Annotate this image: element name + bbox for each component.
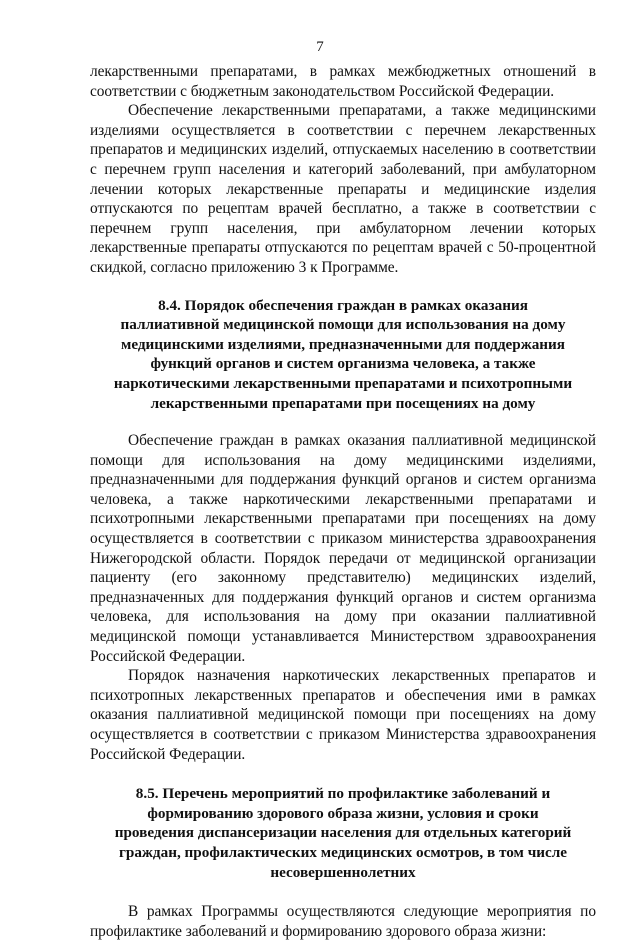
section-heading-8-5: 8.5. Перечень мероприятий по профилактике заболеваний и формированию здорового образа жизни, условия и сроки проведения диспансеризации населения для отдельных категорий граждан, профилактических медицинских осмотров, в том числе несовершеннолетних bbox=[114, 785, 572, 881]
paragraph-medication-provision: Обеспечение лекарственными препаратами, а также медицинскими изделиями осуществляется в соответствии с перечнем лекарственных препаратов и медицинских изделий, отпускаемых населению в соответствии с перечнем групп населения и категорий заболеваний, при амбулаторном лечении которых лекарственные препараты и медицинские изделия отпускаются по рецептам врачей бесплатно, а также в соответствии с перечнем групп населения, при амбулаторном лечении которых лекарственные препараты отпускаются по рецептам врачей с 50-процентной скидкой, согласно приложению 3 к Программе. bbox=[90, 102, 596, 276]
page-number: 7 bbox=[316, 39, 324, 55]
paragraph-prevention-measures: В рамках Программы осуществляются следующие мероприятия по профилактике заболеваний и формированию здорового образа жизни: bbox=[90, 903, 596, 940]
page-content bbox=[90, 62, 596, 941]
paragraph-narcotic-prescription: Порядок назначения наркотических лекарственных препаратов и психотропных лекарственных препаратов и обеспечения ими в рамках оказания паллиативной медицинской помощи при посещениях на дому осуществляется в соответствии с приказом Министерства здравоохранения Российской Федерации. bbox=[90, 667, 596, 763]
paragraph-palliative-provision: Обеспечение граждан в рамках оказания паллиативной медицинской помощи для использования на дому медицинскими изделиями, предназначенными для поддержания функций органов и систем организма человека, а также наркотическими лекарственными препаратами и психотропными лекарственными препаратами при посещениях на дому осуществляется в соответствии с приказом министерства здравоохранения Нижегородской области. Порядок передачи от медицинской организации пациенту (его законному представителю) медицинских изделий, предназначенных для поддержания функций органов и систем организма человека, для использования на дому при оказании паллиативной медицинской помощи устанавливается Министерством здравоохранения Российской Федерации. bbox=[90, 432, 596, 665]
paragraph-continuation: лекарственными препаратами, в рамках межбюджетных отношений в соответствии с бюджетным законодательством Российской Федерации. bbox=[90, 63, 596, 100]
section-heading-8-4: 8.4. Порядок обеспечения граждан в рамках оказания паллиативной медицинской помощи для использования на дому медицинскими изделиями, предназначенными для поддержания функций органов и систем организма человека, а также наркотическими лекарственными препаратами и психотропными лекарственными препаратами при посещениях на дому bbox=[113, 296, 573, 412]
